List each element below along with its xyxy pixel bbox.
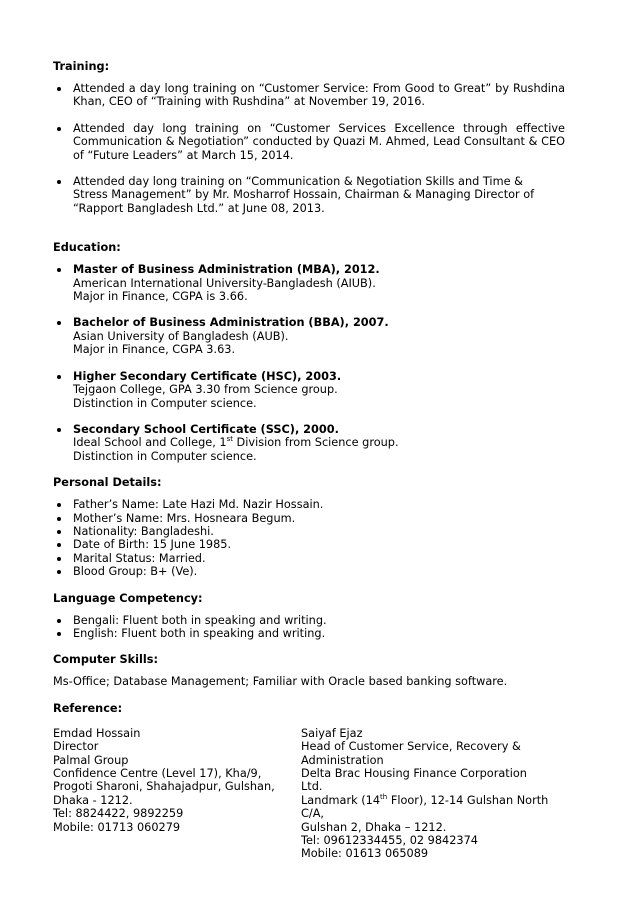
- ref-line: Tel: 09612334455, 02 9842374: [301, 834, 478, 848]
- ref-line: Progoti Sharoni, Shahajadpur, Gulshan,: [53, 780, 275, 794]
- institution-text: Ideal School and College, 1: [73, 436, 227, 450]
- education-detail: Major in Finance, CGPA is 3.66.: [73, 290, 248, 304]
- resume-page: [53, 60, 565, 861]
- institution: Asian University of Bangladesh (AUB).: [73, 329, 289, 343]
- education-item: [53, 316, 565, 356]
- personal-item: Marital Status: Married.: [53, 552, 565, 565]
- institution-text: Division from Science group.: [232, 436, 399, 450]
- training-item: Attended a day long training on “Customer Service: From Good to Great” by Rushdina Khan, CEO of “Training with Rushdina” at November 19, 2016.: [53, 82, 565, 109]
- language-item: English: Fluent both in speaking and writing.: [53, 627, 565, 640]
- personal-item: Date of Birth: 15 June 1985.: [53, 538, 565, 551]
- ref-line: Director: [53, 740, 99, 754]
- degree-title: Higher Secondary Certificate (HSC), 2003.: [73, 369, 342, 383]
- ref-line: Administration: [301, 753, 384, 767]
- education-detail: Distinction in Computer science.: [73, 449, 257, 463]
- reference-left: [53, 727, 301, 861]
- ref-line: Mobile: 01713 060279: [53, 820, 181, 834]
- education-detail: Distinction in Computer science.: [73, 396, 257, 410]
- degree-title: Master of Business Administration (MBA), 2012.: [73, 263, 380, 277]
- reference-right: [301, 727, 551, 861]
- computer-skills-text: Ms-Office; Database Management; Familiar with Oracle based banking software.: [53, 675, 508, 689]
- ref-line: Gulshan 2, Dhaka – 1212.: [301, 820, 447, 834]
- language-heading: Language Competency:: [53, 591, 203, 605]
- education-detail: Major in Finance, CGPA 3.63.: [73, 343, 236, 357]
- ref-line: Palmal Group: [53, 753, 129, 767]
- ordinal-suffix: th: [380, 793, 388, 802]
- ref-line: Emdad Hossain: [53, 726, 141, 740]
- training-list: [53, 82, 565, 215]
- training-item: Attended day long training on “Customer Services Excellence through effective Communication & Negotiation” conducted by Quazi M. Ahmed, Lead Consultant & CEO of “Future Leaders” at March 15, 2014.: [53, 122, 565, 162]
- personal-item: Nationality: Bangladeshi.: [53, 525, 565, 538]
- language-item: Bengali: Fluent both in speaking and writing.: [53, 614, 565, 627]
- personal-item: Mother’s Name: Mrs. Hosneara Begum.: [53, 512, 565, 525]
- education-item: [53, 423, 565, 463]
- training-heading: Training:: [53, 60, 110, 73]
- ref-line: Delta Brac Housing Finance Corporation Ltd.: [301, 767, 527, 794]
- education-item: [53, 263, 565, 303]
- reference-columns: [53, 727, 565, 861]
- ref-line: Saiyaf Ejaz: [301, 726, 363, 740]
- institution: Tejgaon College, GPA 3.30 from Science group.: [73, 383, 338, 397]
- education-list: [53, 263, 565, 463]
- personal-list: [53, 498, 565, 578]
- training-item: Attended day long training on “Communication & Negotiation Skills and Time & Stress Management” by Mr. Mosharrof Hossain, Chairman & Managing Director of “Rapport Bangladesh Ltd.” at June 08, 2013.: [53, 175, 565, 215]
- institution: [73, 436, 565, 449]
- ref-line: Confidence Centre (Level 17), Kha/9,: [53, 767, 262, 780]
- ref-line: Head of Customer Service, Recovery &: [301, 740, 521, 754]
- language-list: [53, 614, 565, 641]
- reference-heading: Reference:: [53, 701, 123, 715]
- personal-heading: Personal Details:: [53, 476, 162, 490]
- ref-line: Mobile: 01613 065089: [301, 847, 429, 861]
- personal-item: Father’s Name: Late Hazi Md. Nazir Hossain.: [53, 498, 565, 511]
- ref-line: [301, 794, 551, 821]
- institution: American International University-Bangladesh (AIUB).: [73, 276, 376, 290]
- education-heading: Education:: [53, 241, 121, 255]
- degree-title: Secondary School Certificate (SSC), 2000.: [73, 422, 339, 436]
- degree-title: Bachelor of Business Administration (BBA), 2007.: [73, 316, 389, 330]
- computer-heading: Computer Skills:: [53, 653, 159, 667]
- ref-line: Tel: 8824422, 9892259: [53, 807, 184, 821]
- ref-line: Dhaka - 1212.: [53, 793, 133, 807]
- ref-text: Landmark (14: [301, 793, 381, 807]
- education-item: [53, 370, 565, 410]
- ordinal-suffix: st: [226, 435, 233, 444]
- ref-text: Floor), 12-14 Gulshan North C/A,: [301, 793, 549, 821]
- personal-item: Blood Group: B+ (Ve).: [53, 565, 565, 578]
